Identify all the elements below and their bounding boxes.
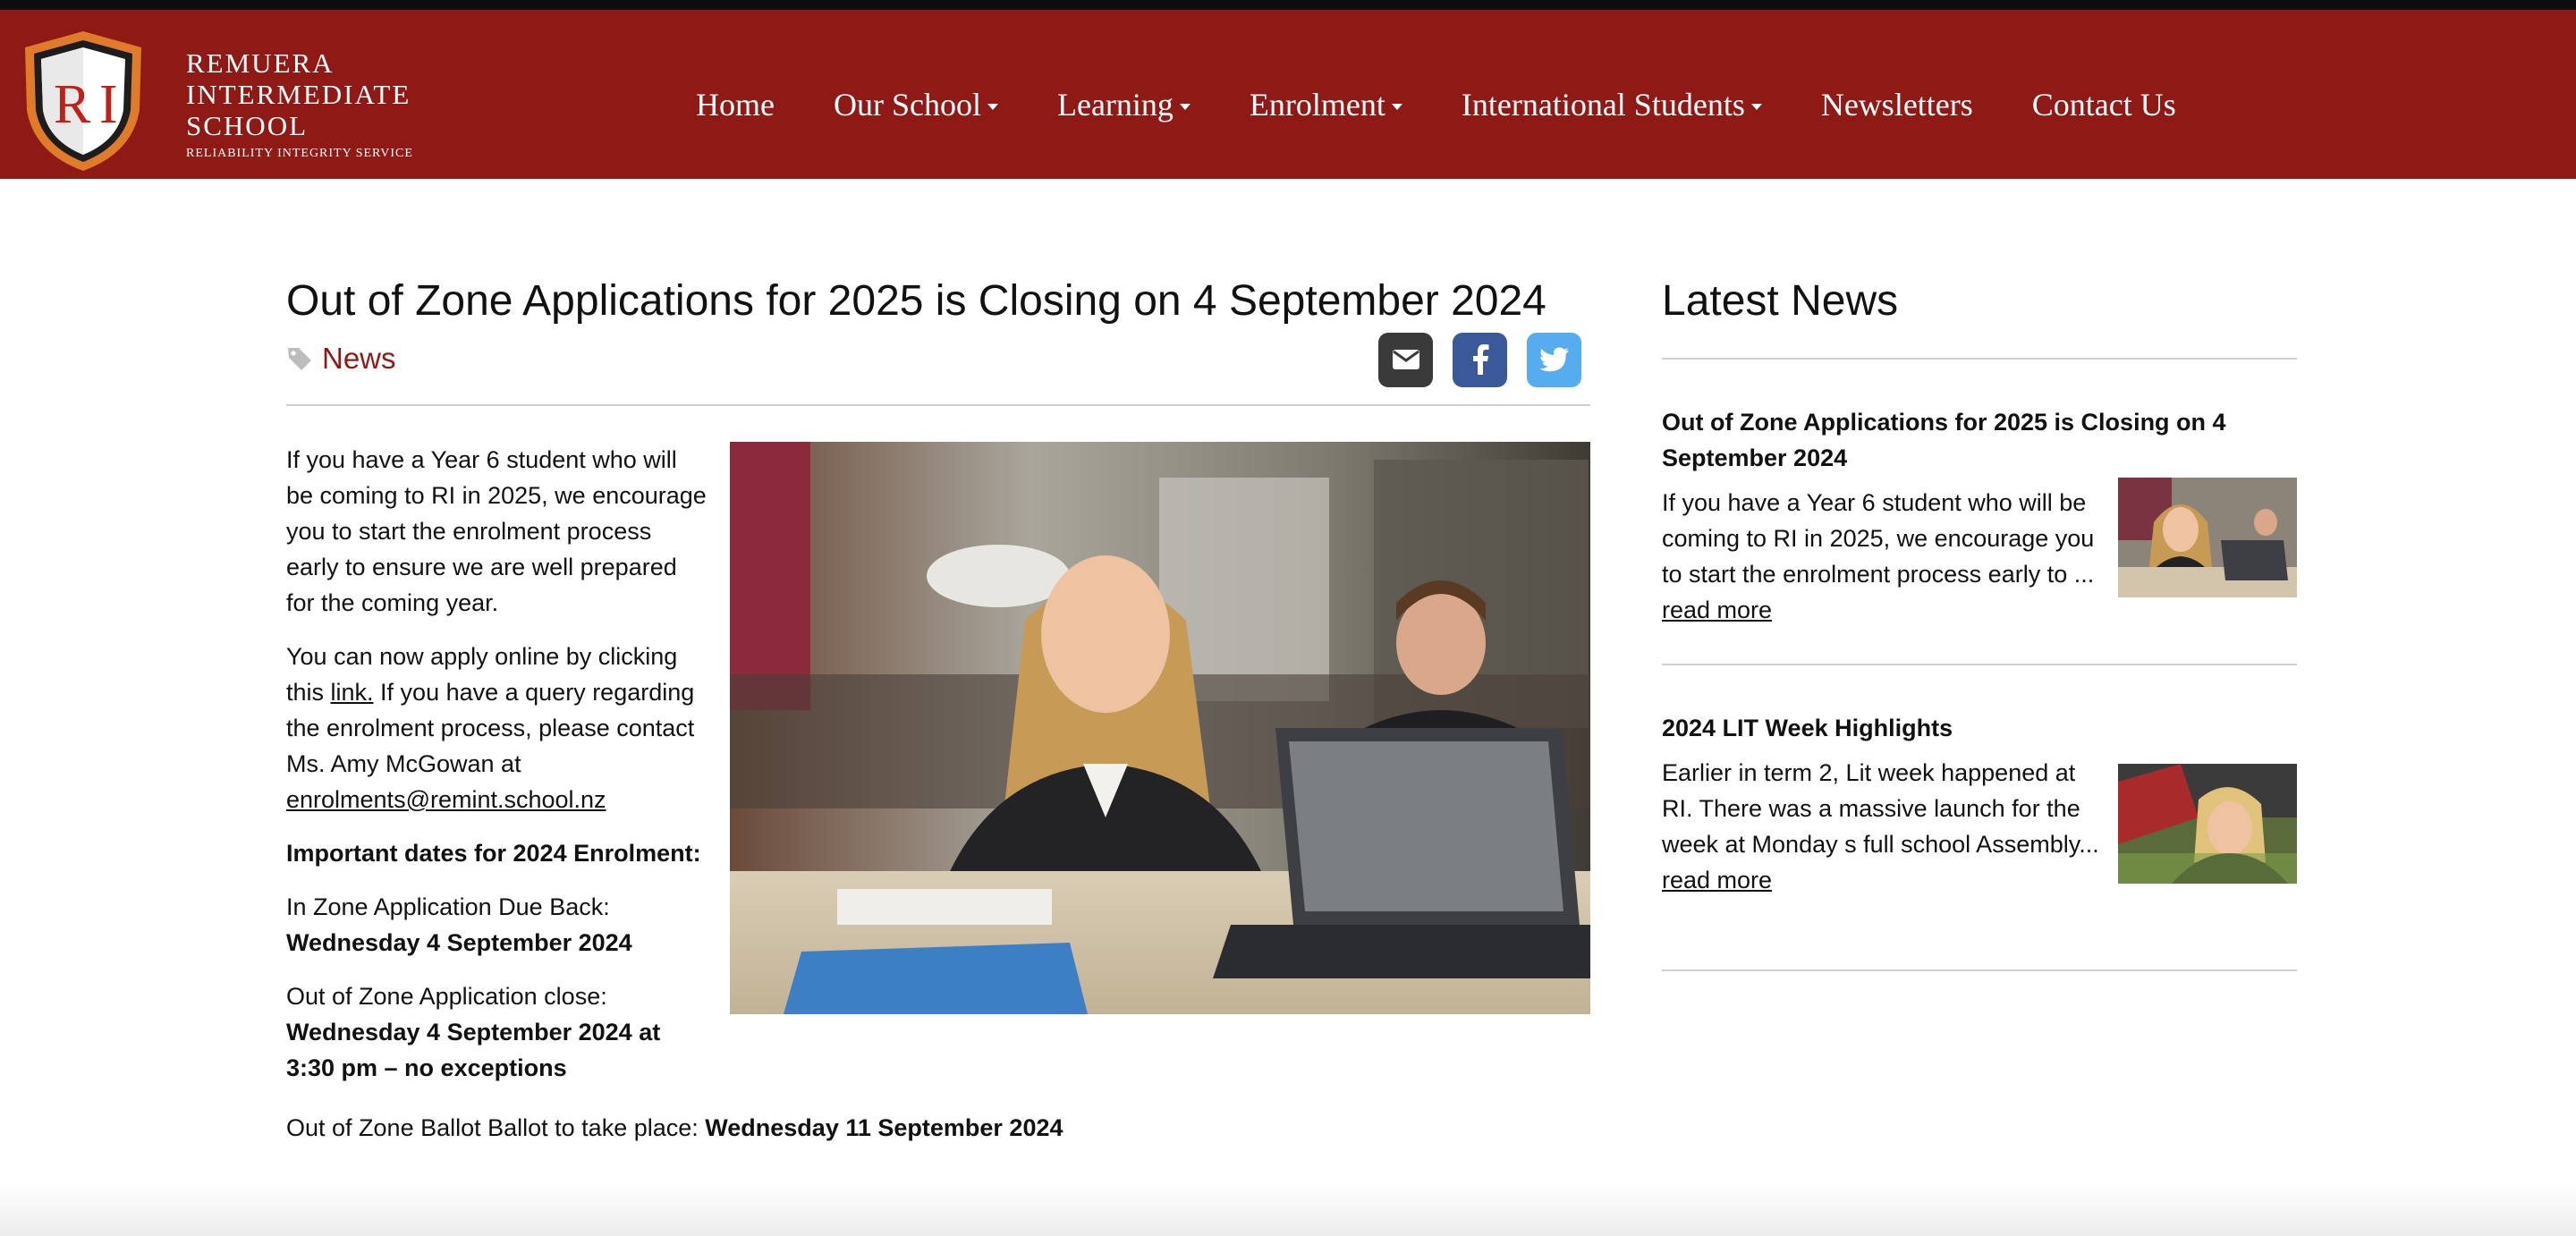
news-item-excerpt [1662, 755, 2105, 898]
news-item [1662, 665, 2297, 969]
category-link[interactable]: News [322, 341, 396, 375]
news-divider [1662, 969, 2297, 971]
nav-item-contact-us[interactable] [2003, 86, 2206, 123]
tag-icon [286, 345, 313, 372]
nav-item-label: International Students [1461, 86, 1745, 123]
news-thumbnail-lit-week[interactable] [2118, 764, 2297, 884]
outzone-label: Out of Zone Application close: [286, 982, 607, 1010]
article-meta [286, 338, 1590, 395]
ballot-date [286, 1110, 1063, 1146]
apply-online-link[interactable]: link. [330, 678, 374, 706]
ballot-date-value: Wednesday 11 September 2024 [705, 1113, 1063, 1141]
top-strip [0, 0, 2576, 10]
news-excerpt-text: Earlier in term 2, Lit week happened at RI. There was a massive launch for the week at Monday s full school Assembly... [1662, 758, 2099, 858]
latest-news-title: Latest News [1662, 277, 1899, 325]
read-more-link[interactable]: read more [1662, 596, 1773, 623]
school-name-line1: REMUERA [186, 47, 335, 79]
nav-item-enrolment[interactable] [1220, 86, 1432, 123]
chevron-down-icon [1392, 104, 1402, 110]
nav-item-newsletters[interactable] [1792, 86, 2003, 123]
chevron-down-icon [1751, 104, 1762, 110]
chevron-down-icon [1180, 104, 1191, 110]
article-body [286, 442, 1590, 1141]
twitter-icon [1539, 347, 1570, 372]
outzone-date [286, 978, 707, 1086]
important-dates-heading-text: Important dates for 2024 Enrolment: [286, 839, 701, 867]
news-item-title[interactable]: Out of Zone Applications for 2025 is Closing on 4 September 2024 [1662, 408, 2226, 471]
chevron-down-icon [987, 104, 998, 110]
read-more-link[interactable]: read more [1662, 866, 1773, 893]
important-dates-heading [286, 835, 707, 871]
bottom-shade [0, 1182, 2576, 1236]
apply-paragraph [286, 639, 707, 817]
intro-paragraph: If you have a Year 6 student who will be coming to RI in 2025, we encourage you to start the enrolment process early to ensure we are well prepared for the coming year. [286, 445, 707, 616]
share-buttons [1378, 333, 1581, 387]
news-item-title[interactable]: 2024 LIT Week Highlights [1662, 714, 1953, 741]
article [286, 275, 1590, 1141]
article-title: Out of Zone Applications for 2025 is Closing on 4 September 2024 [286, 277, 1546, 325]
share-twitter-button[interactable] [1527, 333, 1581, 387]
shield-logo-icon [16, 28, 150, 174]
nav-item-label: Our School [833, 86, 981, 123]
school-logo[interactable] [16, 28, 150, 174]
enrolments-email-link[interactable]: enrolments@remint.school.nz [286, 785, 606, 813]
share-facebook-button[interactable] [1453, 333, 1507, 387]
logo-letter-i: I [99, 74, 118, 135]
article-text [286, 442, 707, 1086]
nav-item-label: Contact Us [2031, 86, 2176, 123]
apply-text-2: If you have a query regarding the enrolment process, please contact Ms. Amy McGowan at [286, 678, 695, 777]
news-thumbnail-students[interactable] [2118, 478, 2297, 597]
nav-item-learning[interactable] [1028, 86, 1220, 123]
email-icon [1392, 349, 1420, 370]
nav-item-label: Learning [1056, 86, 1174, 123]
facebook-icon [1470, 344, 1490, 375]
nav-item-label: Enrolment [1249, 86, 1385, 123]
nav-item-label: Home [696, 86, 775, 123]
share-email-button[interactable] [1378, 333, 1433, 387]
outzone-date-value: Wednesday 4 September 2024 at 3:30 pm – no exceptions [286, 1018, 661, 1081]
inzone-date-value: Wednesday 4 September 2024 [286, 928, 632, 956]
nav-item-international-students[interactable] [1432, 86, 1792, 123]
students-classroom-photo [730, 442, 1590, 1014]
news-item-excerpt [1662, 485, 2105, 628]
ballot-label: Out of Zone Ballot Ballot to take place: [286, 1113, 706, 1141]
main-nav [666, 20, 2206, 189]
nav-item-label: Newsletters [1820, 86, 1973, 123]
news-excerpt-text: If you have a Year 6 student who will be coming to RI in 2025, we encourage you to start the enrolment process early to ... [1662, 488, 2095, 588]
logo-letter-r: R [54, 74, 91, 135]
news-item [1662, 360, 2297, 664]
apply-text-1: You can now apply online by clicking this [286, 642, 678, 706]
site-header [0, 10, 2576, 179]
inzone-date [286, 889, 707, 961]
school-tagline: RELIABILITY INTEGRITY SERVICE [186, 147, 413, 160]
school-name [186, 47, 413, 161]
latest-news-sidebar [1662, 275, 2297, 971]
inzone-label: In Zone Application Due Back: [286, 893, 610, 920]
school-name-line2: INTERMEDIATE [186, 79, 411, 110]
title-divider [286, 404, 1590, 406]
nav-item-our-school[interactable] [804, 86, 1028, 123]
nav-item-home[interactable] [666, 86, 804, 123]
school-name-line3: SCHOOL [186, 110, 309, 141]
